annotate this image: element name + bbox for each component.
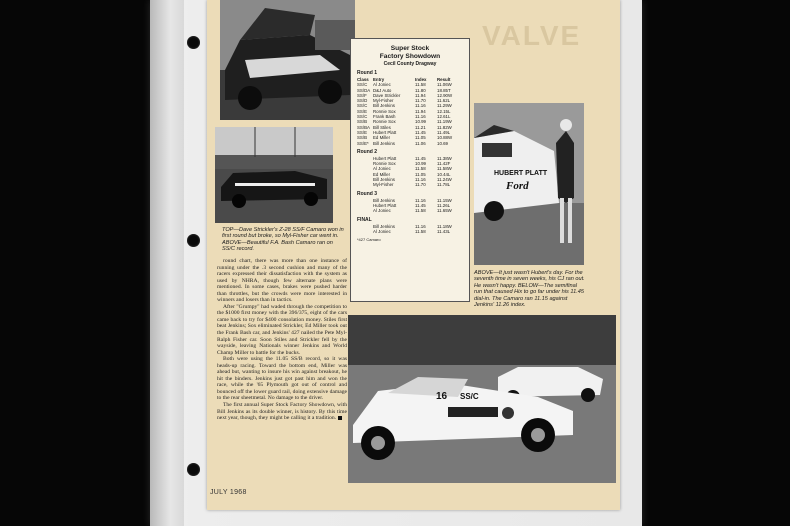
table-title-line2: Factory Showdown (379, 53, 441, 60)
cell-result: 11.78L (437, 182, 451, 188)
body-paragraph: round chart, there was more than one instance of running under the .3 second cushion and many of the racers expressed their dissatisfaction with the system as used by NHRA, though few alternate plans were mentioned. In some cases, brakes were pushed harder than throttles, but the crowds were more interested in winners and losers than in tactics. (217, 258, 347, 304)
round1-rows (351, 82, 469, 146)
table-row (351, 229, 469, 234)
cell-index: 11.94 (415, 92, 426, 98)
cell-result: 11.43L (437, 228, 451, 234)
cell-result: 11.24W (437, 177, 452, 183)
cell-index: 11.94 (415, 108, 426, 114)
cell-result: 18.85T (437, 87, 451, 93)
binder-strip (150, 0, 184, 526)
cell-entry: Al Joniec (373, 82, 391, 88)
cell-class: SS/E (357, 129, 368, 135)
cell-index: 10.99 (415, 119, 426, 125)
cell-result: 11.82W (437, 124, 452, 130)
caption-right: ABOVE—It just wasn't Hubert's day. For the seventh time in seven weeks, his CJ ran out. He wasn't happy. BELOW—The semifinal run that caused Hix to go far under his 11.45 dial-in. The Camaro ran 11.15 against Jenkins' 11.26 index. (474, 270, 585, 309)
cell-class (357, 229, 373, 234)
cell-entry: Bill Jenkins (373, 197, 395, 203)
photo-camaro-launch (348, 315, 616, 483)
round3-rows (351, 198, 469, 214)
cell-entry: Hubert Platt (373, 202, 397, 208)
body-paragraph: Both were using the 11.05 SS/B record, so it was heads-up racing. Toward the bottom end, Miller was ahead but, wanting to insure his win against breakout, he hit the binders. Jenkins just got past him and won the race, while the '65 Plymouth got out of control and bounced off the lower guard rail, doing extensive damage to the rear sheetmetal. No damage to the driver. (217, 356, 347, 402)
car-number: 16 (436, 391, 448, 402)
cell-class: SS/D (357, 98, 368, 104)
cell-entry: Dave Strickler (373, 92, 401, 98)
cell-entry: Ed Miller (373, 171, 391, 177)
binder-hole (187, 234, 200, 247)
cell-result: 12.61L (437, 114, 451, 120)
photo-bash-camaro (215, 127, 333, 223)
car-class: SS/C (460, 392, 479, 401)
cell-index: 11.21 (415, 124, 426, 130)
table-row (351, 208, 469, 213)
cell-result: 11.19W (437, 119, 452, 125)
cell-result: 12.15L (437, 108, 451, 114)
cell-entry: Hubert Platt (373, 129, 397, 135)
cell-index: 11.05 (415, 171, 426, 177)
cell-index: 11.80 (415, 87, 426, 93)
table-row (351, 182, 469, 187)
cell-entry: Al Joniec (373, 166, 391, 172)
caption-top: TOP—Dave Strickler's Z-28 SS/F Camaro won in first round but broke, so Myl-Fisher car went in. ABOVE—Beautiful F.A. Bash Camaro ran on SS/C record. (222, 227, 344, 253)
cell-result: 11.38W (437, 155, 452, 161)
cell-class: SS/E* (357, 140, 369, 146)
cell-index: 11.58 (415, 166, 426, 172)
cell-result: 12.90W (437, 92, 453, 98)
final-rows (351, 224, 469, 235)
cell-index: 11.58 (415, 82, 426, 88)
cell-index: 11.45 (415, 202, 426, 208)
cell-result: 11.26L (437, 202, 451, 208)
cell-entry: Ed Miller (373, 135, 391, 141)
cell-class: SS/B (357, 135, 368, 141)
cell-entry: D&J Auto (373, 87, 392, 93)
cell-entry: Bill Jenkins (373, 223, 395, 229)
cell-entry: Bill Stiles (373, 124, 391, 130)
cell-result: 10.88W (437, 135, 453, 141)
cell-class: SS/DA (357, 87, 371, 93)
cell-entry: Bill Jenkins (373, 103, 395, 109)
cell-index: 11.58 (415, 208, 426, 214)
cell-entry: Ronnie Sox (373, 119, 396, 125)
cell-entry: Myl-Fisher (373, 182, 394, 188)
cell-index: 11.70 (415, 98, 426, 104)
cell-class: SS/BA (357, 124, 370, 130)
cell-index: 11.16 (415, 114, 426, 120)
cell-class: SS/C (357, 103, 368, 109)
car-lettering-name: HUBERT PLATT (494, 170, 548, 177)
cell-index: 11.06 (415, 140, 426, 146)
cell-index: 11.05 (415, 135, 426, 141)
photo-hubert-platt-ford (474, 103, 584, 265)
cell-entry: Bill Jenkins (373, 177, 395, 183)
cell-result: 11.49L (437, 129, 451, 135)
cell-entry: Ronnie Sox (373, 108, 396, 114)
col-result: Result (437, 77, 451, 82)
ghost-headline: VALVE (482, 20, 582, 51)
round2-rows (351, 156, 469, 188)
cell-index: 11.45 (415, 155, 426, 161)
cell-result: 11.18W (437, 223, 452, 229)
cell-entry: Ronnie Sox (373, 161, 396, 167)
binder-hole (187, 36, 200, 49)
cell-result: 11.62L (437, 98, 451, 104)
cell-index: 11.45 (415, 129, 426, 135)
issue-date: JULY 1968 (210, 489, 247, 496)
photo-camaro-hood-open (220, 0, 355, 120)
cell-result: 11.42F (437, 161, 451, 167)
binder-hole (187, 463, 200, 476)
cell-result: 11.06W (437, 82, 452, 88)
cell-entry: Al Joniec (373, 228, 391, 234)
cell-index: 11.70 (415, 182, 426, 188)
cell-result: 11.29W (437, 103, 452, 109)
cell-result: 10.44L (437, 171, 451, 177)
round-label: Round 1 (357, 70, 377, 76)
col-index: Index (415, 77, 427, 82)
article-body (217, 258, 347, 422)
cell-class: SS/C (357, 82, 368, 88)
cell-class: SS/F (357, 92, 367, 98)
round-label: Round 3 (357, 190, 377, 197)
cell-result: 10.69 (437, 140, 448, 146)
car-lettering-brand: Ford (506, 180, 529, 192)
end-mark (338, 416, 342, 420)
round-label: FINAL (357, 216, 372, 223)
cell-index: 11.16 (415, 223, 426, 229)
cell-index: 11.16 (415, 103, 426, 109)
results-table (350, 38, 470, 302)
cell-result: 11.15W (437, 197, 452, 203)
table-subtitle: Cecil County Dragway (383, 61, 437, 67)
cell-class (357, 182, 373, 187)
cell-entry: Al Joniec (373, 208, 391, 214)
table-row (351, 141, 469, 146)
cell-class: SS/E (357, 108, 368, 114)
body-paragraph-text: The first annual Super Stock Factory Showdown, with Bill Jenkins as its double winner, is history. By this time next year, though, they might be calling it a tradition. (217, 402, 347, 422)
cell-class: SS/B (357, 119, 368, 125)
col-class: Class (357, 77, 369, 82)
cell-result: 11.58W (437, 166, 452, 172)
table-footnote: *427 Camaro (357, 237, 381, 243)
cell-index: 11.16 (415, 197, 426, 203)
cell-entry: Myl-Fisher (373, 98, 394, 104)
cell-index: 11.16 (415, 177, 426, 183)
cell-entry: Hubert Platt (373, 155, 397, 161)
body-paragraph (217, 402, 347, 422)
round-label: Round 2 (357, 148, 377, 155)
cell-class (357, 208, 373, 213)
col-entry: Entry (373, 77, 385, 82)
cell-index: 10.99 (415, 161, 426, 167)
cell-class: SS/C (357, 114, 368, 120)
body-paragraph: After "Grumpy" had waded through the competition to the $1000 first money with the 396/375, eight of the cars came back to try for $400 consolation money. Stiles first beat Jenkins; Sox eliminated Strickler, Ed Miller took out the Frank Bash car, and Jenkins' 427 nailed the Pete Myl-Ralph Fisher car. Soon Stiles and Strickler fell by the wayside, leaving Nationals winner Jenkins and World Champ Miller to battle for the bucks. (217, 303, 347, 356)
cell-entry: Bill Jenkins (373, 140, 395, 146)
cell-result: 11.65W (437, 208, 452, 214)
cell-index: 11.58 (415, 228, 426, 234)
table-title-line1: Super Stock (390, 45, 430, 52)
cell-entry: Frank Bash (373, 114, 396, 120)
